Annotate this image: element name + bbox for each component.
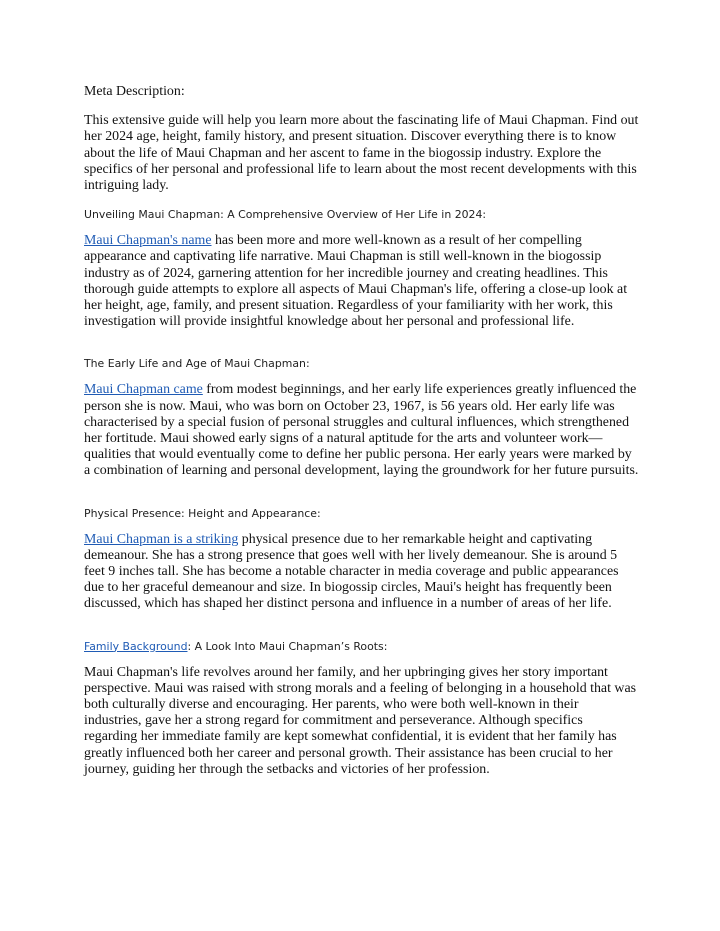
family-background-link[interactable]: Family Background <box>84 639 188 653</box>
meta-description-text: This extensive guide will help you learn more about the fascinating life of Maui Chapman. Find out her 2024 age, height, family history, and present situation. Discover everything there is to know about the life of Maui Chapman and her ascent to fame in the biogossip industry. Explore the specifics of her personal and professional life to learn about the most recent developments with this intriguing lady. <box>84 113 639 194</box>
maui-chapman-came-link[interactable]: Maui Chapman came <box>84 382 203 398</box>
section-body-physical <box>84 532 639 613</box>
section-body-overview <box>84 233 639 330</box>
section-heading-family-rest: : A Look Into Maui Chapman’s Roots: <box>187 639 388 653</box>
section-heading-early-life: The Early Life and Age of Maui Chapman: <box>84 357 310 371</box>
section-body-early-life <box>84 382 639 479</box>
section-heading-family <box>84 640 639 654</box>
maui-chapman-name-link[interactable]: Maui Chapman's name <box>84 233 212 249</box>
section-heading-overview: Unveiling Maui Chapman: A Comprehensive Overview of Her Life in 2024: <box>84 208 487 222</box>
section-heading-physical: Physical Presence: Height and Appearance: <box>84 506 321 520</box>
section-text-early-life: from modest beginnings, and her early life experiences greatly influenced the person she is now. Maui, who was born on October 23, 1967, is 56 years old. Her early life was characterised by a special fusion of personal struggles and cultural influences, which strengthened her fortitude. Maui showed early signs of a natural aptitude for the arts and volunteer work—qualities that would eventually come to define her public persona. Her early years were marked by a combination of learning and personal development, laying the groundwork for her future pursuits. <box>84 382 639 479</box>
document-page <box>84 84 639 778</box>
section-text-physical: physical presence due to her remarkable height and captivating demeanour. She has a strong presence that goes well with her lively demeanour. She is around 5 feet 9 inches tall. She has become a notable character in media coverage and public appearances due to her graceful demeanour and size. In biogossip circles, Maui's height has frequently been discussed, which has shaped her distinct persona and influence in a number of areas of her life. <box>84 531 619 612</box>
meta-description-label: Meta Description: <box>84 84 185 99</box>
section-text-overview: has been more and more well-known as a result of her compelling appearance and captivating life narrative. Maui Chapman is still well-known in the biogossip industry as of 2024, garnering attention for her incredible journey and creating headlines. This thorough guide attempts to explore all aspects of Maui Chapman's life, offering a close-up look at her height, age, family, and present situation. Regardless of your familiarity with her work, this investigation will provide insightful knowledge about her personal and professional life. <box>84 233 628 330</box>
maui-chapman-striking-link[interactable]: Maui Chapman is a striking <box>84 531 239 547</box>
section-body-family: Maui Chapman's life revolves around her family, and her upbringing gives her story important perspective. Maui was raised with strong morals and a feeling of belonging in a household that was both culturally diverse and encouraging. Her parents, who were both well-known in their industries, gave her a strong regard for commitment and perseverance. Although specifics regarding her immediate family are kept somewhat confidential, it is evident that her family has greatly influenced both her career and personal growth. Their assistance has been crucial to her journey, guiding her through the setbacks and victories of her profession. <box>84 664 637 777</box>
